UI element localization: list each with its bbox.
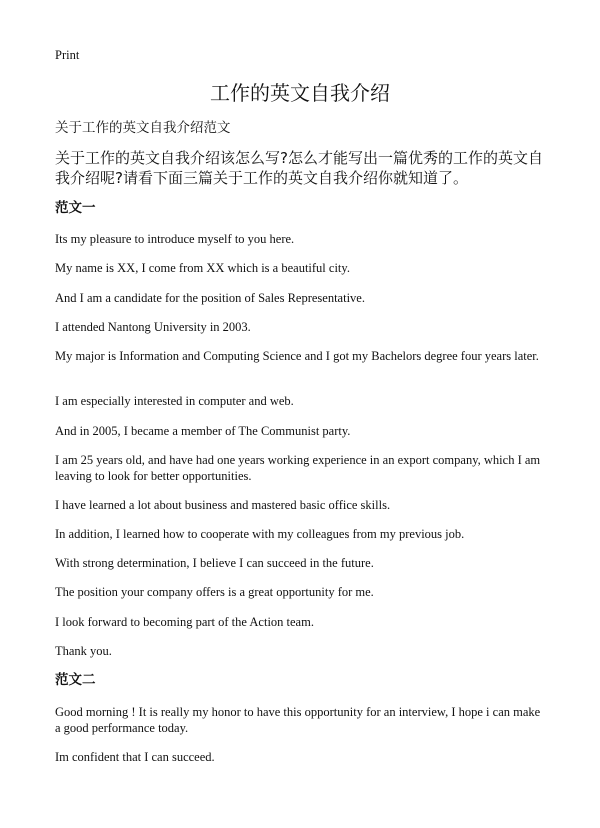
paragraph: I look forward to becoming part of the Action team. — [55, 615, 314, 629]
paragraph: I am 25 years old, and have had one years working experience in an export company, which I am leaving to look for better opportunities. — [55, 453, 541, 483]
intro-paragraph: 关于工作的英文自我介绍该怎么写?怎么才能写出一篇优秀的工作的英文自我介绍呢?请看下面三篇关于工作的英文自我介绍你就知道了。 — [55, 149, 543, 187]
paragraph: Thank you. — [55, 644, 112, 658]
paragraph: In addition, I learned how to cooperate with my colleagues from my previous job. — [55, 527, 465, 541]
paragraph: I have learned a lot about business and mastered basic office skills. — [55, 498, 391, 512]
page-title: 工作的英文自我介绍 — [210, 81, 390, 105]
paragraph: My name is XX, I come from XX which is a beautiful city. — [55, 261, 350, 275]
subtitle: 关于工作的英文自我介绍范文 — [55, 120, 231, 136]
paragraph: And I am a candidate for the position of Sales Representative. — [55, 291, 365, 305]
print-link[interactable]: Print — [55, 48, 80, 62]
paragraph: Good morning ! It is really my honor to have this opportunity for an interview, I hope i can make a good performance today. — [55, 705, 541, 735]
paragraph: Im confident that I can succeed. — [55, 750, 215, 764]
section-heading: 范文二 — [55, 672, 96, 688]
paragraph: And in 2005, I became a member of The Communist party. — [55, 424, 351, 438]
paragraph: I attended Nantong University in 2003. — [55, 320, 251, 334]
paragraph: Its my pleasure to introduce myself to you here. — [55, 232, 295, 246]
paragraph: I am especially interested in computer and web. — [55, 394, 294, 408]
paragraph: My major is Information and Computing Science and I got my Bachelors degree four years later. — [55, 349, 539, 363]
paragraph: With strong determination, I believe I can succeed in the future. — [55, 556, 374, 570]
section-heading: 范文一 — [55, 200, 96, 216]
paragraph: The position your company offers is a great opportunity for me. — [55, 585, 374, 599]
